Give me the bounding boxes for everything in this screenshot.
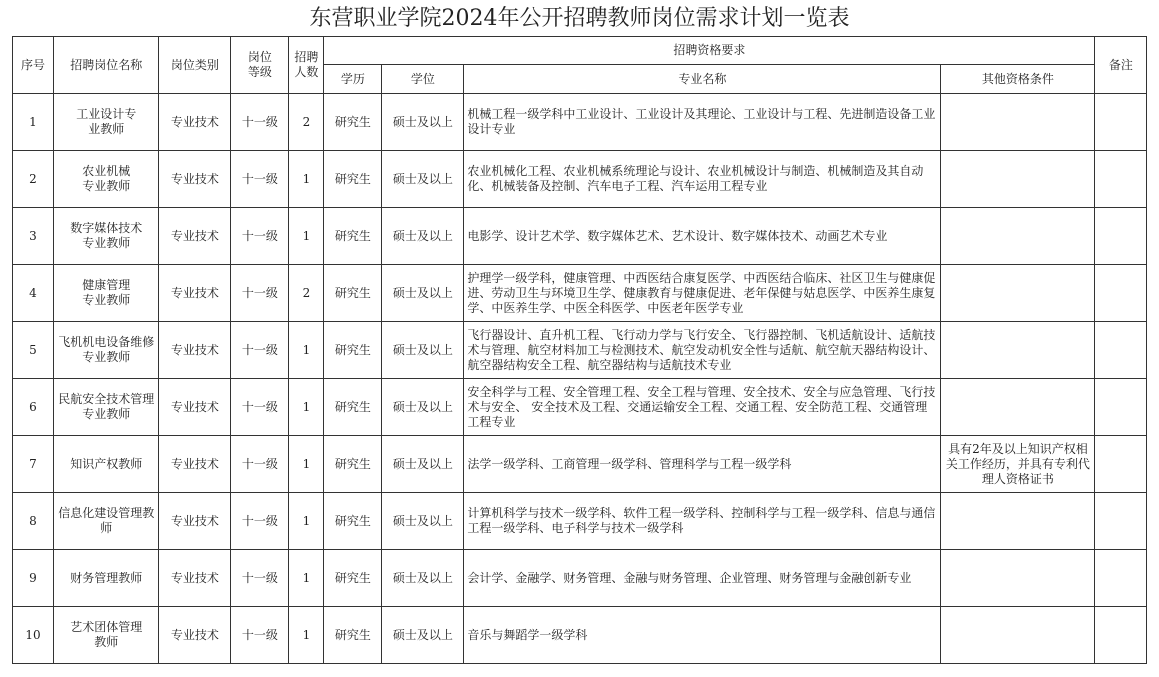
cell-post-level: 十一级 — [231, 493, 289, 550]
cell-count: 1 — [289, 208, 324, 265]
cell-index: 6 — [13, 379, 54, 436]
cell-index: 8 — [13, 493, 54, 550]
cell-post-type: 专业技术 — [159, 379, 231, 436]
cell-other — [941, 94, 1095, 151]
cell-major: 会计学、金融学、财务管理、金融与财务管理、企业管理、财务管理与金融创新专业 — [464, 550, 941, 607]
cell-count: 1 — [289, 550, 324, 607]
cell-degree: 硕士及以上 — [382, 265, 464, 322]
cell-post-type: 专业技术 — [159, 208, 231, 265]
table-row — [13, 550, 1147, 607]
cell-other — [941, 379, 1095, 436]
cell-index: 1 — [13, 94, 54, 151]
cell-post-name: 财务管理教师 — [54, 550, 159, 607]
cell-degree: 硕士及以上 — [382, 94, 464, 151]
cell-post-type: 专业技术 — [159, 322, 231, 379]
cell-other — [941, 322, 1095, 379]
cell-post-name — [54, 607, 159, 664]
cell-other — [941, 208, 1095, 265]
cell-post-type: 专业技术 — [159, 550, 231, 607]
cell-remark — [1095, 208, 1147, 265]
cell-other — [941, 607, 1095, 664]
table-row — [13, 265, 1147, 322]
cell-index: 10 — [13, 607, 54, 664]
cell-major: 护理学一级学科，健康管理、中西医结合康复医学、中西医结合临床、社区卫生与健康促进、劳动卫生与环境卫生学、健康教育与健康促进、老年保健与姑息医学、中医养生康复学、中医养生学、中医全科医学、中医老年医学专业 — [464, 265, 941, 322]
cell-index: 4 — [13, 265, 54, 322]
cell-other — [941, 550, 1095, 607]
cell-degree: 硕士及以上 — [382, 607, 464, 664]
recruitment-table — [12, 36, 1147, 664]
cell-education: 研究生 — [324, 379, 382, 436]
cell-post-name — [54, 94, 159, 151]
header-degree: 学位 — [382, 65, 464, 94]
cell-remark — [1095, 265, 1147, 322]
cell-count: 1 — [289, 607, 324, 664]
cell-degree: 硕士及以上 — [382, 436, 464, 493]
cell-post-type: 专业技术 — [159, 265, 231, 322]
cell-major: 飞行器设计、直升机工程、飞行动力学与飞行安全、飞行器控制、飞机适航设计、适航技术与管理、航空材料加工与检测技术、航空发动机安全性与适航、航空航天器结构设计、航空器结构安全工程、航空器结构与适航技术专业 — [464, 322, 941, 379]
cell-post-type: 专业技术 — [159, 607, 231, 664]
cell-degree: 硕士及以上 — [382, 550, 464, 607]
header-education: 学历 — [324, 65, 382, 94]
cell-count: 1 — [289, 436, 324, 493]
cell-education: 研究生 — [324, 94, 382, 151]
cell-post-name-text: 健康管理专业教师 — [82, 278, 131, 307]
cell-remark — [1095, 436, 1147, 493]
cell-count: 1 — [289, 493, 324, 550]
cell-post-name-text: 农业机械专业教师 — [82, 164, 131, 193]
cell-major: 安全科学与工程、安全管理工程、安全工程与管理、安全技术、安全与应急管理、飞行技术与安全、 安全技术及工程、交通运输安全工程、交通工程、安全防范工程、交通管理工程专业 — [464, 379, 941, 436]
cell-post-name-text: 工业设计专业教师 — [76, 107, 137, 136]
cell-major: 农业机械化工程、农业机械系统理论与设计、农业机械设计与制造、机械制造及其自动化、机械装备及控制、汽车电子工程、汽车运用工程专业 — [464, 151, 941, 208]
table-row — [13, 436, 1147, 493]
header-count-text: 招聘人数 — [294, 50, 319, 79]
header-count — [289, 37, 324, 94]
header-requirements: 招聘资格要求 — [324, 37, 1095, 65]
cell-remark — [1095, 550, 1147, 607]
cell-count: 1 — [289, 151, 324, 208]
table-row — [13, 607, 1147, 664]
cell-count: 2 — [289, 94, 324, 151]
cell-education: 研究生 — [324, 322, 382, 379]
cell-other — [941, 265, 1095, 322]
header-remark: 备注 — [1095, 37, 1147, 94]
cell-post-level: 十一级 — [231, 322, 289, 379]
table-row — [13, 493, 1147, 550]
cell-degree: 硕士及以上 — [382, 379, 464, 436]
cell-remark — [1095, 151, 1147, 208]
cell-remark — [1095, 607, 1147, 664]
cell-post-level: 十一级 — [231, 379, 289, 436]
cell-index: 9 — [13, 550, 54, 607]
cell-index: 7 — [13, 436, 54, 493]
cell-degree: 硕士及以上 — [382, 493, 464, 550]
cell-other: 具有2年及以上知识产权相关工作经历，并具有专利代理人资格证书 — [941, 436, 1095, 493]
cell-post-name — [54, 265, 159, 322]
header-post-level-text: 岗位等级 — [247, 50, 272, 79]
cell-major: 音乐与舞蹈学一级学科 — [464, 607, 941, 664]
header-other: 其他资格条件 — [941, 65, 1095, 94]
page-title: 东营职业学院2024年公开招聘教师岗位需求计划一览表 — [309, 6, 850, 31]
cell-post-level: 十一级 — [231, 550, 289, 607]
cell-degree: 硕士及以上 — [382, 208, 464, 265]
cell-count: 2 — [289, 265, 324, 322]
cell-education: 研究生 — [324, 151, 382, 208]
header-index: 序号 — [13, 37, 54, 94]
table-row — [13, 151, 1147, 208]
cell-education: 研究生 — [324, 493, 382, 550]
cell-remark — [1095, 493, 1147, 550]
cell-post-level: 十一级 — [231, 265, 289, 322]
table-row — [13, 208, 1147, 265]
cell-post-type: 专业技术 — [159, 493, 231, 550]
cell-post-name — [54, 151, 159, 208]
cell-count: 1 — [289, 379, 324, 436]
cell-index: 2 — [13, 151, 54, 208]
cell-major: 电影学、设计艺术学、数字媒体艺术、艺术设计、数字媒体技术、动画艺术专业 — [464, 208, 941, 265]
cell-post-name — [54, 208, 159, 265]
cell-degree: 硕士及以上 — [382, 151, 464, 208]
cell-post-name-text: 飞机机电设备维修专业教师 — [58, 335, 155, 364]
header-post-level — [231, 37, 289, 94]
cell-post-name: 知识产权教师 — [54, 436, 159, 493]
cell-other — [941, 493, 1095, 550]
cell-post-name-text: 艺术团体管理教师 — [70, 620, 143, 649]
cell-post-name — [54, 322, 159, 379]
cell-remark — [1095, 379, 1147, 436]
cell-major: 机械工程一级学科中工业设计、工业设计及其理论、工业设计与工程、先进制造设备工业设计专业 — [464, 94, 941, 151]
cell-post-type: 专业技术 — [159, 151, 231, 208]
cell-education: 研究生 — [324, 436, 382, 493]
table-row — [13, 379, 1147, 436]
table-row — [13, 322, 1147, 379]
cell-post-level: 十一级 — [231, 151, 289, 208]
cell-post-level: 十一级 — [231, 208, 289, 265]
cell-education: 研究生 — [324, 265, 382, 322]
cell-education: 研究生 — [324, 607, 382, 664]
header-row-top — [13, 37, 1147, 65]
cell-post-name-text: 数字媒体技术专业教师 — [70, 221, 143, 250]
table-row — [13, 94, 1147, 151]
cell-index: 5 — [13, 322, 54, 379]
cell-remark — [1095, 94, 1147, 151]
cell-post-level: 十一级 — [231, 607, 289, 664]
cell-other — [941, 151, 1095, 208]
cell-post-name — [54, 379, 159, 436]
cell-count: 1 — [289, 322, 324, 379]
cell-major: 计算机科学与技术一级学科、软件工程一级学科、控制科学与工程一级学科、信息与通信工程一级学科、电子科学与技术一级学科 — [464, 493, 941, 550]
header-major: 专业名称 — [464, 65, 941, 94]
header-post-type: 岗位类别 — [159, 37, 231, 94]
cell-post-name: 信息化建设管理教师 — [54, 493, 159, 550]
cell-education: 研究生 — [324, 208, 382, 265]
cell-education: 研究生 — [324, 550, 382, 607]
cell-index: 3 — [13, 208, 54, 265]
cell-post-level: 十一级 — [231, 436, 289, 493]
cell-degree: 硕士及以上 — [382, 322, 464, 379]
cell-post-type: 专业技术 — [159, 436, 231, 493]
cell-post-level: 十一级 — [231, 94, 289, 151]
cell-post-type: 专业技术 — [159, 94, 231, 151]
cell-major: 法学一级学科、工商管理一级学科、管理科学与工程一级学科 — [464, 436, 941, 493]
cell-remark — [1095, 322, 1147, 379]
header-post-name: 招聘岗位名称 — [54, 37, 159, 94]
cell-post-name-text: 民航安全技术管理专业教师 — [58, 392, 155, 421]
